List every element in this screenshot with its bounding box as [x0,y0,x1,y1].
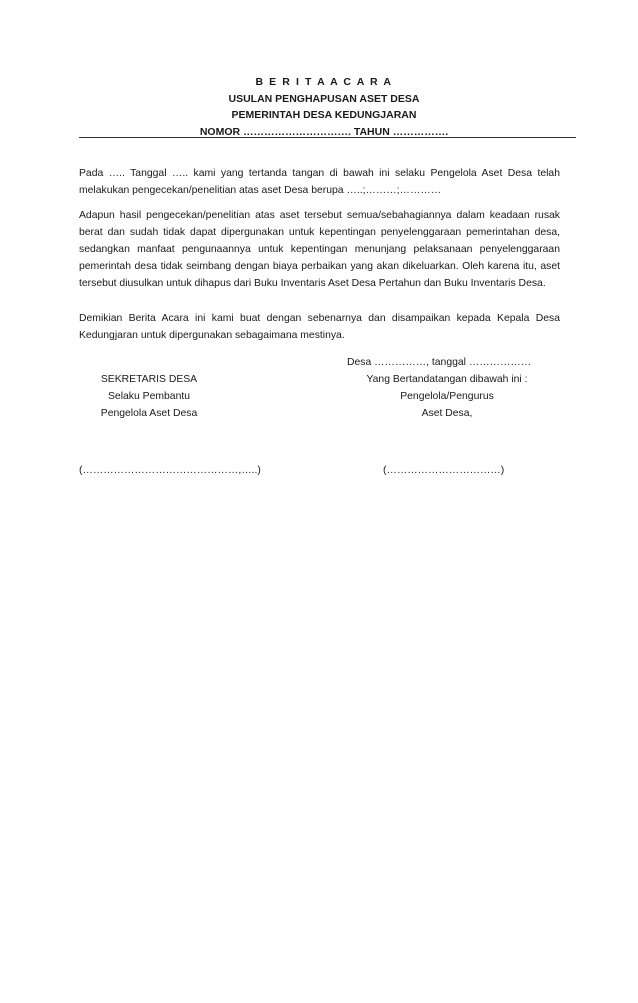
signature-name-left: (………………………………………,…..) [79,465,261,476]
signature-name-right: (……………………………) [383,465,505,476]
header-divider [79,137,576,138]
subtitle-line: USULAN PENGHAPUSAN ASET DESA [228,92,420,105]
government-line: PEMERINTAH DESA KEDUNGJARAN [231,109,417,121]
signer-role: Pengelola/Pengurus [400,391,494,402]
paragraph-findings: Adapun hasil pengecekan/penelitian atas aset tersebut semua/sebahagiannya dalam keadaan rusak berat dan sudah tidak dapat dipergunakan untuk kepentingan penyelenggaraan pemerintahan desa, sedangkan manfaat pengunaannya untuk kepentingan menunjang pelaksanaan penyelenggaraan pemerintah desa tidak seimbang dengan biaya perbaikan yang akan dikeluarkan. Oleh karena itu, aset tersebut diusulkan untuk dihapus dari Buku Inventaris Aset Desa Pertahun dan Buku Inventaris Desa. [79,210,560,289]
document-title: B E R I T A A C A R A [255,76,393,88]
number-year-line: NOMOR …………………………. TAHUN ……………. [199,125,449,138]
paragraph-intro: Pada ….. Tanggal ….. kami yang tertanda tangan di bawah ini selaku Pengelola Aset Desa telah melakukan pengecekan/penelitian atas aset Desa berupa …..;………;………… [79,168,560,196]
signer-intro: Yang Bertandatangan dibawah ini : [366,374,528,385]
signature-block-left [79,371,219,422]
secretary-role: Selaku Pembantu [107,391,191,402]
secretary-role-detail: Pengelola Aset Desa [100,408,198,419]
place-date-line: Desa ……………, tanggal ……………… [347,357,532,368]
paragraph-closing: Demikian Berita Acara ini kami buat dengan sebenarnya dan disampaikan kepada Kepala Desa Kedungjaran untuk dipergunakan sebagaimana mestinya. [79,313,560,341]
signature-block-right [334,354,560,422]
secretary-title: SEKRETARIS DESA [100,374,198,385]
signer-role-detail: Aset Desa, [421,408,473,419]
document-header [0,74,638,140]
